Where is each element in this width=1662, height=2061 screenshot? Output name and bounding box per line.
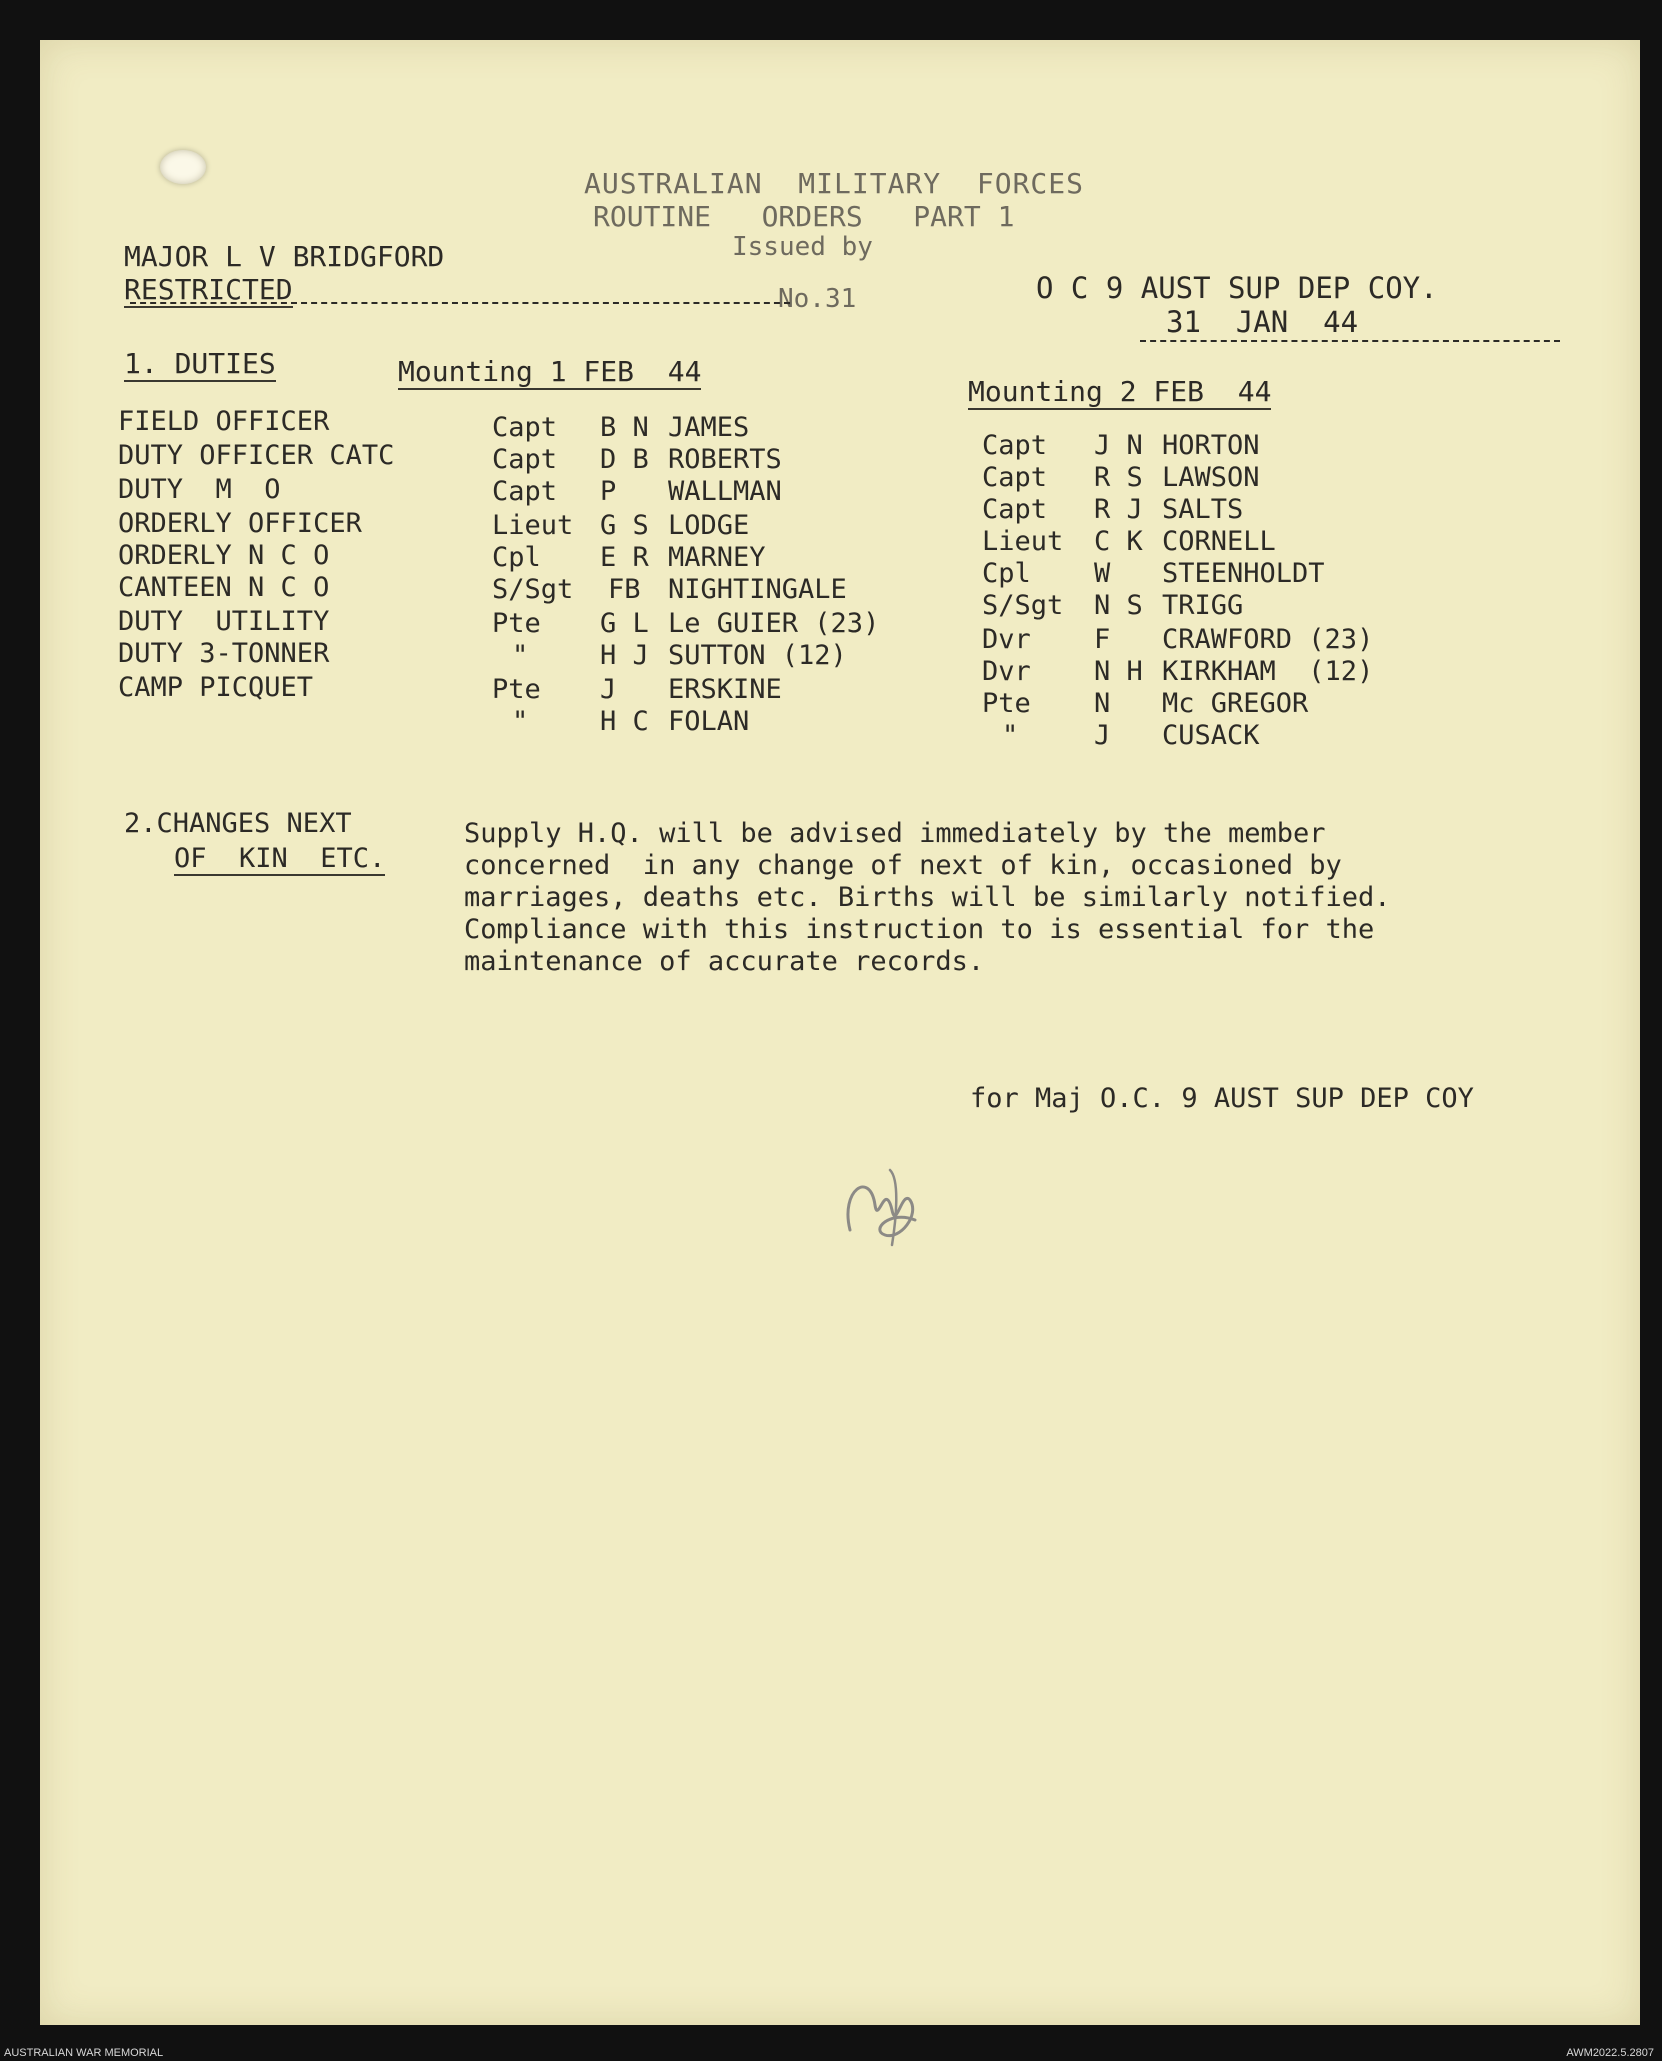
initials: W: [1094, 558, 1111, 589]
initials: R J: [1094, 494, 1143, 525]
surname: Le GUIER (23): [668, 608, 880, 639]
body-line: Compliance with this instruction to is essential for the: [464, 914, 1375, 945]
initials: C K: [1094, 526, 1143, 557]
body-line: marriages, deaths etc. Births will be similarly notified.: [464, 882, 1391, 913]
issuer-name: MAJOR L V BRIDGFORD: [124, 240, 445, 273]
surname: MARNEY: [668, 542, 766, 573]
rank: Capt: [982, 462, 1048, 493]
rank: Lieut: [982, 526, 1064, 557]
rank: Cpl: [982, 558, 1031, 589]
surname: SALTS: [1162, 494, 1244, 525]
classification: RESTRICTED: [124, 273, 293, 306]
initials: N: [1094, 688, 1111, 719]
surname: STEENHOLDT: [1162, 558, 1325, 589]
role-item: ORDERLY OFFICER: [118, 508, 362, 539]
role-item: DUTY OFFICER CATC: [118, 440, 395, 471]
surname: FOLAN: [668, 706, 750, 737]
header-line-1: AUSTRALIAN MILITARY FORCES: [584, 167, 1085, 200]
rank: S/Sgt: [982, 590, 1064, 621]
body-line: maintenance of accurate records.: [464, 946, 985, 977]
initials: G L: [600, 608, 649, 639]
surname: ERSKINE: [668, 674, 782, 705]
initials: P: [600, 476, 617, 507]
surname: LAWSON: [1162, 462, 1260, 493]
order-number: No.31: [778, 284, 857, 314]
header-rule-right: [1140, 340, 1560, 342]
header-line-3: Issued by: [732, 232, 873, 262]
surname: WALLMAN: [668, 476, 782, 507]
surname: KIRKHAM (12): [1162, 656, 1374, 687]
initials: G S: [600, 510, 649, 541]
duties-heading: 1. DUTIES: [124, 347, 276, 380]
body-line: Supply H.Q. will be advised immediately by the member: [464, 818, 1326, 849]
changes-heading-1: 2.CHANGES NEXT: [124, 808, 352, 839]
surname: CUSACK: [1162, 720, 1260, 751]
role-item: DUTY UTILITY: [118, 606, 330, 637]
initials: H J: [600, 640, 649, 671]
initials: J: [600, 674, 617, 705]
rank: Lieut: [492, 510, 574, 541]
footer-right: AWM2022.5.2807: [1566, 2047, 1654, 2059]
rank: ": [512, 706, 529, 737]
rank: Capt: [982, 494, 1048, 525]
punch-hole: [160, 150, 206, 184]
mounting-feb2-heading: Mounting 2 FEB 44: [968, 375, 1272, 408]
rank: Pte: [982, 688, 1031, 719]
surname: HORTON: [1162, 430, 1260, 461]
rank: Dvr: [982, 624, 1031, 655]
rank: Pte: [492, 608, 541, 639]
surname: ROBERTS: [668, 444, 782, 475]
changes-heading-2: OF KIN ETC.: [174, 843, 386, 874]
rank: ": [1002, 720, 1019, 751]
header-line-2: ROUTINE ORDERS PART 1: [593, 200, 1015, 233]
surname: CRAWFORD (23): [1162, 624, 1374, 655]
role-item: DUTY 3-TONNER: [118, 638, 330, 669]
rank: Dvr: [982, 656, 1031, 687]
role-item: CAMP PICQUET: [118, 672, 314, 703]
unit-name: O C 9 AUST SUP DEP COY.: [1036, 271, 1438, 305]
handwritten-initials: [830, 1150, 940, 1260]
signature-line: for Maj O.C. 9 AUST SUP DEP COY: [970, 1083, 1474, 1114]
rank: S/Sgt: [492, 574, 574, 605]
header-rule: [130, 302, 790, 304]
rank: Capt: [492, 476, 558, 507]
surname: Mc GREGOR: [1162, 688, 1309, 719]
initials: J: [1094, 720, 1111, 751]
initials: D B: [600, 444, 649, 475]
surname: TRIGG: [1162, 590, 1244, 621]
order-date: 31 JAN 44: [1166, 305, 1359, 339]
role-item: DUTY M O: [118, 474, 281, 505]
document-page: [40, 40, 1640, 2025]
initials: E R: [600, 542, 649, 573]
initials: H C: [600, 706, 649, 737]
initials: B N: [600, 412, 649, 443]
body-line: concerned in any change of next of kin, occasioned by: [464, 850, 1342, 881]
initials: FB: [608, 574, 641, 605]
initials: R S: [1094, 462, 1143, 493]
initials: N S: [1094, 590, 1143, 621]
initials: J N: [1094, 430, 1143, 461]
initials: N H: [1094, 656, 1143, 687]
rank: Pte: [492, 674, 541, 705]
rank: Capt: [492, 412, 558, 443]
initials: F: [1094, 624, 1111, 655]
rank: Capt: [982, 430, 1048, 461]
surname: LODGE: [668, 510, 750, 541]
rank: Cpl: [492, 542, 541, 573]
mounting-feb1-heading: Mounting 1 FEB 44: [398, 355, 702, 388]
surname: SUTTON (12): [668, 640, 847, 671]
rank: ": [512, 640, 529, 671]
role-item: CANTEEN N C O: [118, 572, 330, 603]
footer-left: AUSTRALIAN WAR MEMORIAL: [4, 2047, 164, 2059]
role-item: ORDERLY N C O: [118, 540, 330, 571]
rank: Capt: [492, 444, 558, 475]
surname: CORNELL: [1162, 526, 1276, 557]
role-item: FIELD OFFICER: [118, 406, 330, 437]
surname: NIGHTINGALE: [668, 574, 847, 605]
surname: JAMES: [668, 412, 750, 443]
